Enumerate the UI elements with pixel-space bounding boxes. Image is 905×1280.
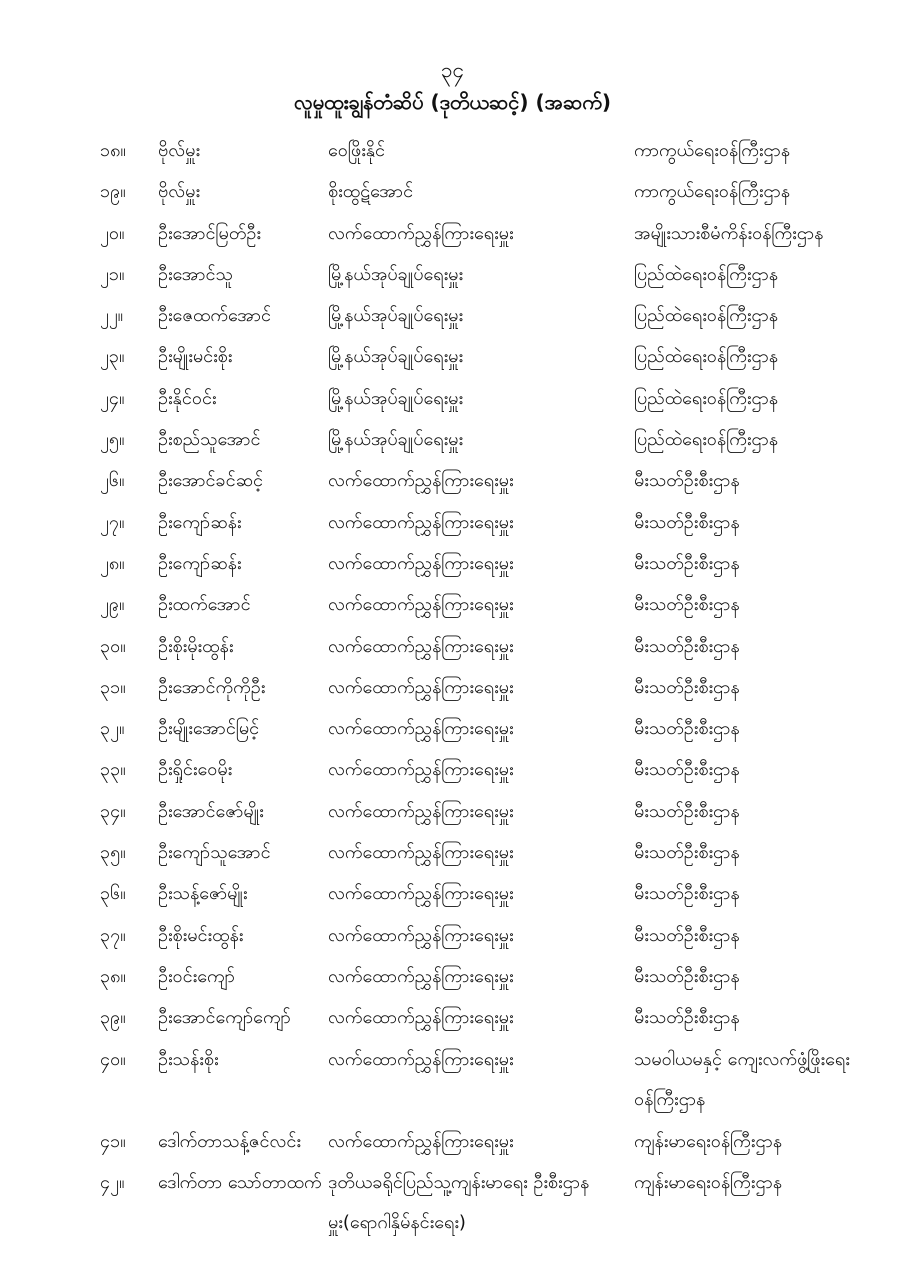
list-item xyxy=(0,251,905,292)
item-position: လက်ထောက်ညွှန်ကြားရေးမှူး xyxy=(328,842,514,864)
item-position: မြို့နယ်အုပ်ချုပ်ရေးမှူး xyxy=(328,387,464,409)
item-number: ၂၆။ xyxy=(100,470,125,492)
item-name: ဦးကျော်ဆန်း xyxy=(158,552,242,574)
item-department: ကျန်းမာရေးဝန်ကြီးဌာန xyxy=(634,1172,783,1194)
item-position: လက်ထောက်ညွှန်ကြားရေးမှူး xyxy=(328,1007,514,1029)
list-item xyxy=(0,499,905,540)
item-department: ပြည်ထဲရေးဝန်ကြီးဌာန xyxy=(634,305,779,327)
item-position: လက်ထောက်ညွှန်ကြားရေးမှူး xyxy=(328,470,514,492)
list-item xyxy=(0,1118,905,1159)
item-name: ဦးမျိုးမင်းစိုး xyxy=(158,346,233,368)
item-position: မြို့နယ်အုပ်ချုပ်ရေးမှူး xyxy=(328,346,464,368)
item-name: ဦးကျော်သူအောင် xyxy=(158,842,271,864)
list-item xyxy=(0,1036,905,1119)
item-name: ဦးအောင်ခင်ဆင့် xyxy=(158,470,264,492)
item-number: ၂၅။ xyxy=(100,429,125,451)
page-title: လူမှုထူးချွန်တံဆိပ် (ဒုတိယဆင့်) (အဆက်) xyxy=(293,90,612,114)
item-number: ၃၄။ xyxy=(100,800,126,822)
item-number: ၃၈။ xyxy=(100,965,126,987)
item-department: ကျန်းမာရေးဝန်ကြီးဌာန xyxy=(634,1131,783,1153)
item-number: ၃၂။ xyxy=(100,718,125,740)
item-department: ပြည်ထဲရေးဝန်ကြီးဌာန xyxy=(634,429,779,451)
list-item xyxy=(0,210,905,251)
item-position: မြို့နယ်အုပ်ချုပ်ရေးမှူး xyxy=(328,305,464,327)
item-number: ၃၁။ xyxy=(100,676,126,698)
item-name: ဦးအောင်ဇော်မျိုး xyxy=(158,800,264,822)
item-name: ဦးသန်းစိုး xyxy=(158,1048,219,1070)
item-department: ပြည်ထဲရေးဝန်ကြီးဌာန xyxy=(634,346,779,368)
item-department: မီးသတ်ဦးစီးဌာန xyxy=(634,759,740,781)
item-position: လက်ထောက်ညွှန်ကြားရေးမှူး xyxy=(328,511,514,533)
item-name: ဦးဝင်းကျော် xyxy=(158,965,235,987)
item-name: ဦးရှိုင်းဝေမိုး xyxy=(158,759,233,781)
item-department: သမဝါယမနှင့် ကျေးလက်ဖွံ့ဖြိုးရေး ဝန်ကြီးဌာန xyxy=(634,1048,850,1110)
item-number: ၁၉။ xyxy=(100,181,126,203)
item-name: ဦးနိုင်ဝင်း xyxy=(158,387,217,409)
item-number: ၂၇။ xyxy=(100,511,125,533)
item-number: ၂၄။ xyxy=(100,387,125,409)
item-position: လက်ထောက်ညွှန်ကြားရေးမှူး xyxy=(328,1048,514,1070)
list-item xyxy=(0,540,905,581)
list-item xyxy=(0,788,905,829)
item-name: ဗိုလ်မှူး xyxy=(158,140,201,161)
item-name: ဦးအောင်သူ xyxy=(158,263,233,285)
item-position: ဒုတိယခရိုင်ပြည်သူ့ကျန်းမာရေး ဦးစီးဌာနမှူး(ရောဂါနှိမ်နင်းရေး) xyxy=(328,1172,590,1234)
item-position: လက်ထောက်ညွှန်ကြားရေးမှူး xyxy=(328,594,514,616)
list-item xyxy=(0,664,905,705)
item-name: ဗိုလ်မှူး xyxy=(158,181,201,203)
item-position: မြို့နယ်အုပ်ချုပ်ရေးမှူး xyxy=(328,263,464,285)
item-position: လက်ထောက်ညွှန်ကြားရေးမှူး xyxy=(328,222,514,244)
item-position: လက်ထောက်ညွှန်ကြားရေးမှူး xyxy=(328,924,514,946)
item-department: မီးသတ်ဦးစီးဌာန xyxy=(634,594,740,616)
item-name: ဦးစည်သူအောင် xyxy=(158,429,261,451)
list-item xyxy=(0,333,905,374)
list-item xyxy=(0,953,905,994)
item-position: လက်ထောက်ညွှန်ကြားရေးမှူး xyxy=(328,965,514,987)
item-number: ၂၁။ xyxy=(100,263,125,285)
list-item xyxy=(0,870,905,911)
item-position: လက်ထောက်ညွှန်ကြားရေးမှူး xyxy=(328,676,514,698)
item-name: ဦးသန့်ဇော်မျိုး xyxy=(158,883,248,905)
item-department: မီးသတ်ဦးစီးဌာန xyxy=(634,924,740,946)
item-name: ဒေါက်တာ သော်တာထက် xyxy=(158,1172,322,1194)
list-item xyxy=(0,375,905,416)
item-position: လက်ထောက်ညွှန်ကြားရေးမှူး xyxy=(328,718,514,740)
item-department: မီးသတ်ဦးစီးဌာန xyxy=(634,552,740,574)
item-position: လက်ထောက်ညွှန်ကြားရေးမှူး xyxy=(328,800,514,822)
item-position: လက်ထောက်ညွှန်ကြားရေးမှူး xyxy=(328,635,514,657)
item-department: မီးသတ်ဦးစီးဌာန xyxy=(634,676,740,698)
item-department: မီးသတ်ဦးစီးဌာန xyxy=(634,965,740,987)
list-item xyxy=(0,457,905,498)
item-department: ပြည်ထဲရေးဝန်ကြီးဌာန xyxy=(634,263,779,285)
item-number: ၄၁။ xyxy=(100,1131,126,1153)
item-number: ၂၀။ xyxy=(100,222,125,244)
item-number: ၃၉။ xyxy=(100,1007,126,1029)
item-name: ဦးစိုးမင်းထွန်း xyxy=(158,924,244,946)
item-number: ၃၆။ xyxy=(100,883,126,905)
list-item xyxy=(0,912,905,953)
list-item xyxy=(0,1159,905,1242)
item-number: ၃၃။ xyxy=(100,759,126,781)
list-item xyxy=(0,581,905,622)
item-position: လက်ထောက်ညွှန်ကြားရေးမှူး xyxy=(328,759,514,781)
item-name: ဒေါက်တာသန့်ဇင်လင်း xyxy=(158,1131,301,1153)
list-item xyxy=(0,127,905,168)
item-number: ၂၂။ xyxy=(100,305,124,327)
item-position: စိုးထွဋ်အောင် xyxy=(328,181,414,203)
list-item xyxy=(0,994,905,1035)
item-name: ဦးအောင်မြတ်ဦး xyxy=(158,222,261,244)
item-department: မီးသတ်ဦးစီးဌာန xyxy=(634,470,740,492)
item-name: ဦးအောင်ကျော်ကျော် xyxy=(158,1007,291,1029)
item-department: မီးသတ်ဦးစီးဌာန xyxy=(634,718,740,740)
item-department: မီးသတ်ဦးစီးဌာန xyxy=(634,1007,740,1029)
item-number: ၃၅။ xyxy=(100,842,126,864)
item-position: လက်ထောက်ညွှန်ကြားရေးမှူး xyxy=(328,883,514,905)
item-position: လက်ထောက်ညွှန်ကြားရေးမှူး xyxy=(328,1131,514,1153)
item-name: ဦးထက်အောင် xyxy=(158,594,251,616)
item-position: ဝေဖြိုးနိုင် xyxy=(328,140,386,161)
item-number: ၃၇။ xyxy=(100,924,126,946)
list-item xyxy=(0,705,905,746)
item-department: ကာကွယ်ရေးဝန်ကြီးဌာန xyxy=(634,181,791,203)
list-item xyxy=(0,746,905,787)
item-number: ၄၂။ xyxy=(100,1172,125,1194)
item-number: ၂၃။ xyxy=(100,346,125,368)
item-number: ၂၉။ xyxy=(100,594,125,616)
item-name: ဦးမျိုးအောင်မြင့် xyxy=(158,718,260,740)
item-number: ၃၀။ xyxy=(100,635,126,657)
item-name: ဦးဇေထက်အောင် xyxy=(158,305,272,327)
item-name: ဦးအောင်ကိုကိုဦး xyxy=(158,676,266,698)
item-name: ဦးစိုးမိုးထွန်း xyxy=(158,635,234,657)
item-department: မီးသတ်ဦးစီးဌာန xyxy=(634,635,740,657)
item-name: ဦးကျော်ဆန်း xyxy=(158,511,242,533)
list-item xyxy=(0,829,905,870)
list-item xyxy=(0,416,905,457)
list-item xyxy=(0,168,905,209)
item-position: လက်ထောက်ညွှန်ကြားရေးမှူး xyxy=(328,552,514,574)
list-item xyxy=(0,292,905,333)
item-department: အမျိုးသားစီမံကိန်းဝန်ကြီးဌာန xyxy=(634,222,824,244)
item-number: ၁၈။ xyxy=(100,140,126,161)
item-number: ၂၈။ xyxy=(100,552,125,574)
item-department: ပြည်ထဲရေးဝန်ကြီးဌာန xyxy=(634,387,779,409)
item-department: မီးသတ်ဦးစီးဌာန xyxy=(634,511,740,533)
item-position: မြို့နယ်အုပ်ချုပ်ရေးမှူး xyxy=(328,429,464,451)
page-number: ၃၄ xyxy=(440,58,465,82)
item-department: မီးသတ်ဦးစီးဌာန xyxy=(634,883,740,905)
item-number: ၄၀။ xyxy=(100,1048,126,1070)
recipient-list xyxy=(0,127,905,1242)
list-item xyxy=(0,623,905,664)
item-department: မီးသတ်ဦးစီးဌာန xyxy=(634,842,740,864)
item-department: ကာကွယ်ရေးဝန်ကြီးဌာန xyxy=(634,140,791,161)
item-department: မီးသတ်ဦးစီးဌာန xyxy=(634,800,740,822)
